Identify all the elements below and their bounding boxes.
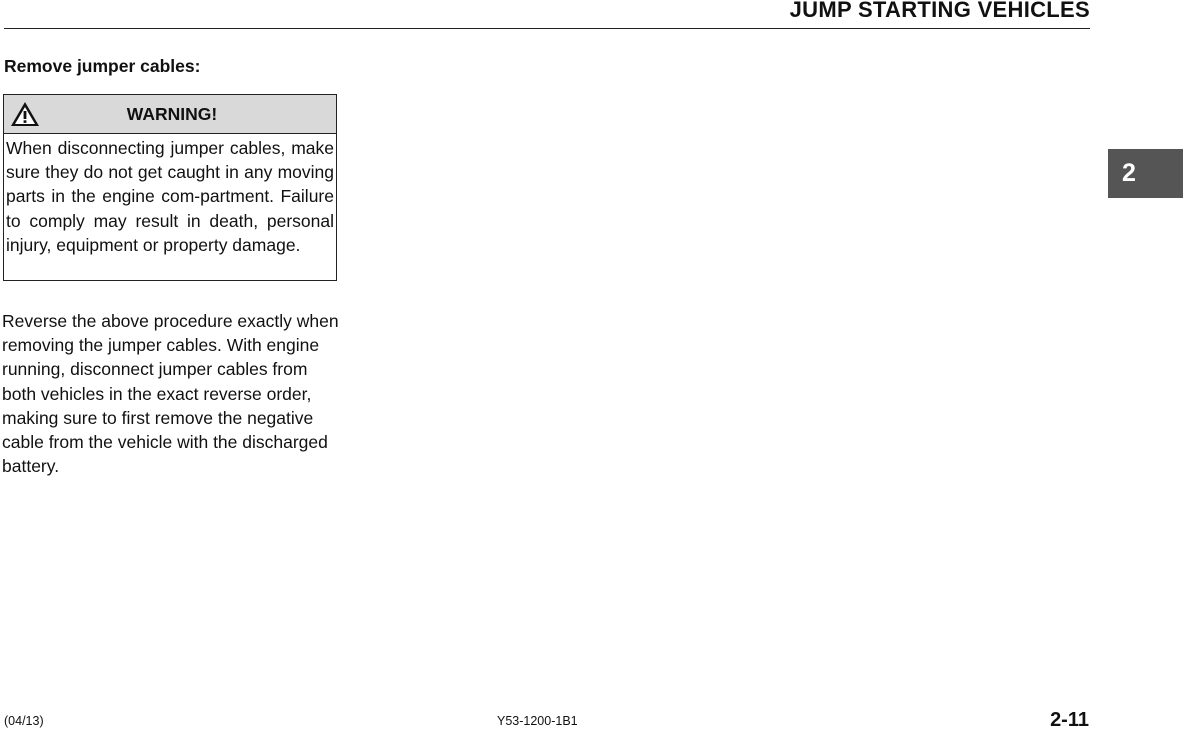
footer-doc-number: Y53-1200-1B1	[497, 714, 578, 728]
warning-box	[3, 94, 337, 281]
page-title: JUMP STARTING VEHICLES	[789, 0, 1090, 22]
warning-title: WARNING!	[126, 104, 218, 124]
section-heading: Remove jumper cables:	[4, 56, 201, 76]
warning-body-text: When disconnecting jumper cables, make sure they do not get caught in any moving parts in the engine com-partment. Failure to comply may result in death, personal injury, equipment or property damage.	[6, 138, 334, 255]
footer-page-number: 2-11	[1050, 709, 1089, 731]
footer-date: (04/13)	[4, 714, 44, 728]
page-header	[4, 0, 1090, 29]
chapter-tab	[1108, 149, 1183, 198]
warning-header	[4, 95, 336, 134]
body-paragraph: Reverse the above procedure exactly when removing the jumper cables. With engine running, disconnect jumper cables from both vehicles in the exact reverse order, making sure to first remove the negative cable from the vehicle with the discharged battery.	[2, 311, 339, 477]
chapter-tab-number: 2	[1122, 159, 1136, 187]
